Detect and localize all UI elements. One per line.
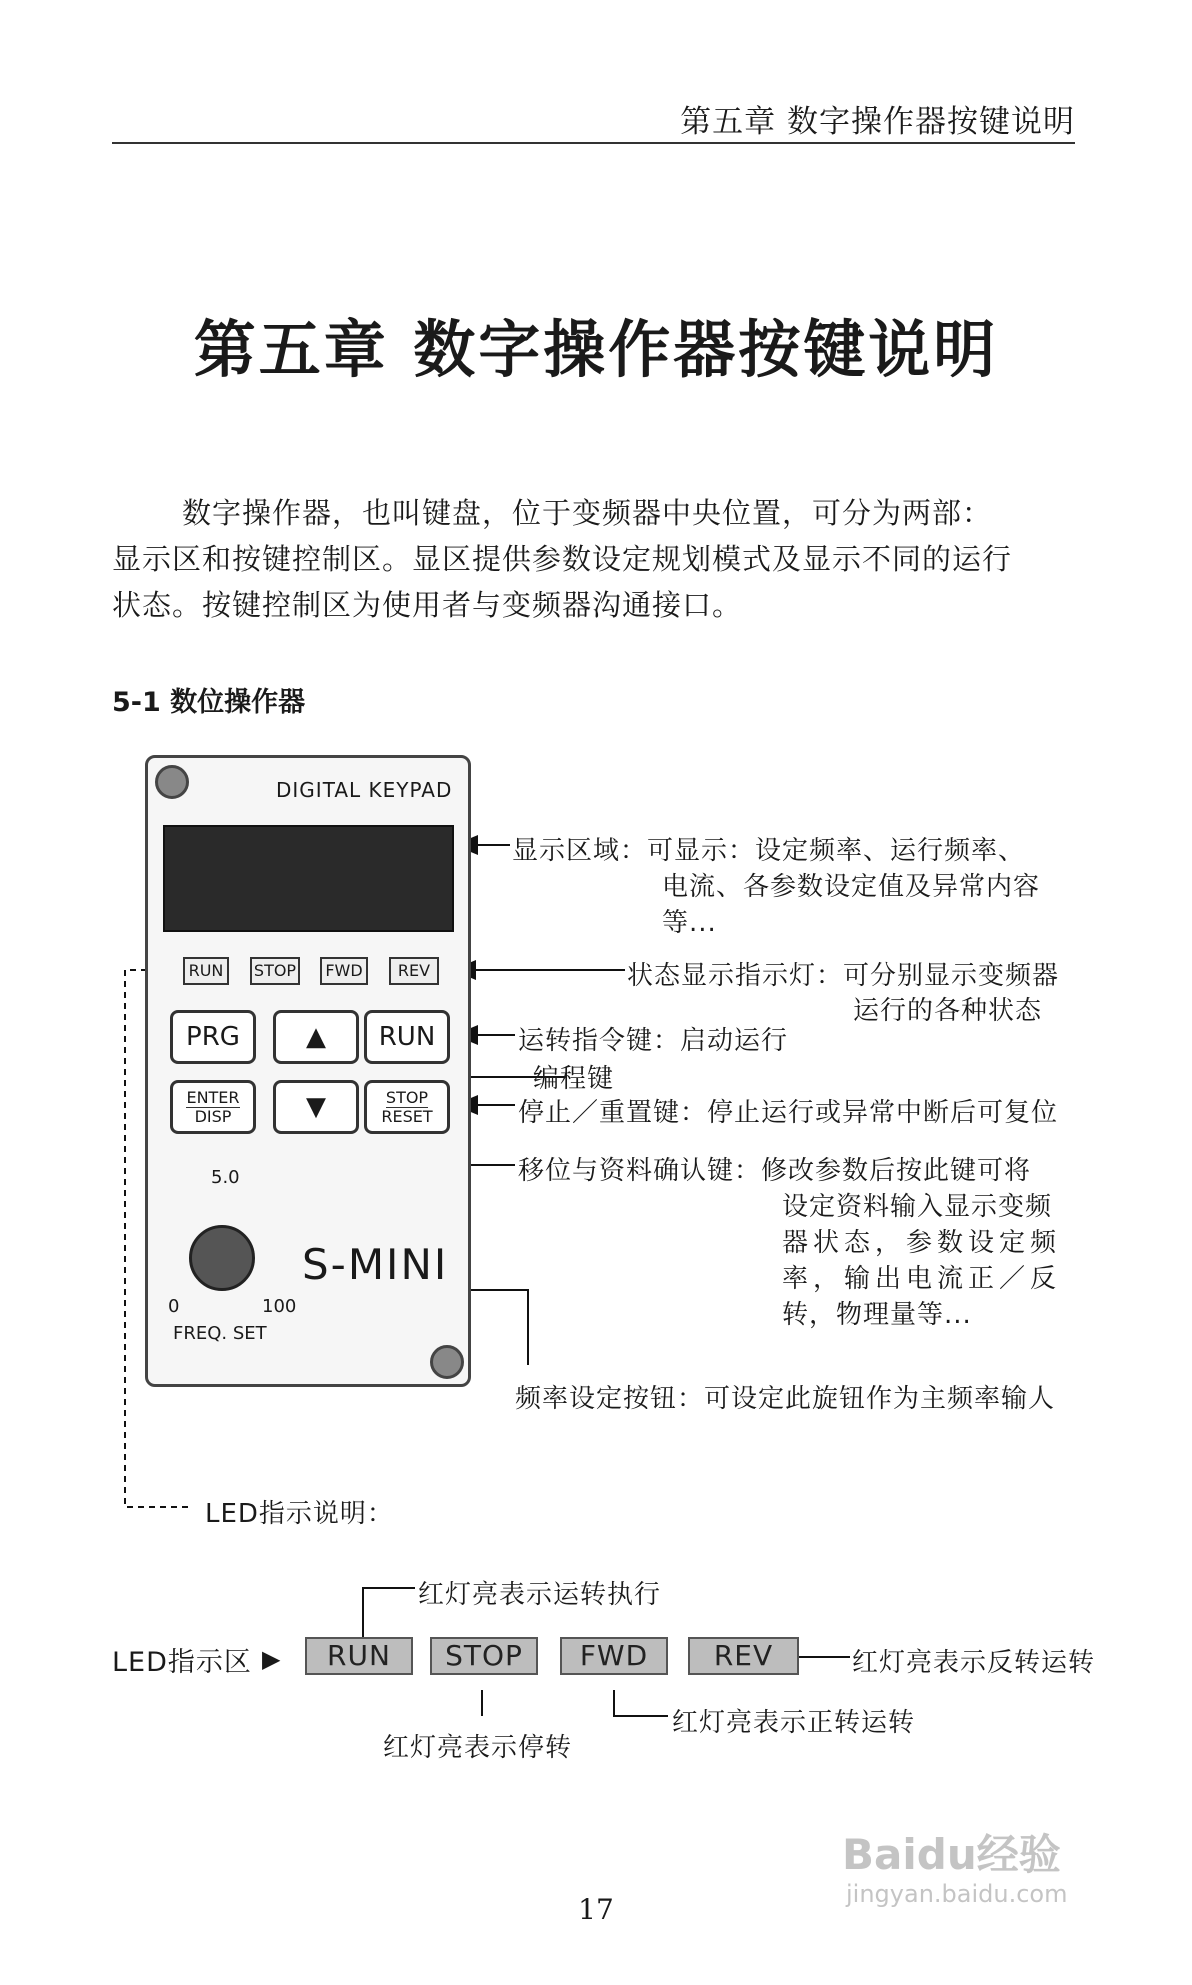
up-arrow-icon[interactable]: ▲ [273,1010,359,1064]
enter-annotation-line-4: 率，输出电流正／反 [782,1264,1062,1294]
enter-annotation-line-2: 设定资料输入显示变频 [782,1192,1053,1222]
prg-button[interactable]: PRG [170,1010,256,1064]
disp-label: DISP [194,1106,232,1126]
led-run: RUN [183,957,229,985]
enter-label: ENTER [186,1087,240,1107]
intro-line-3: 状态。按键控制区为使用者与变频器沟通接口。 [112,588,743,622]
status-annotation-line-1: 状态显示指示灯：可分别显示变频器 [627,961,1060,991]
freq-set-label: FREQ. SET [173,1323,267,1344]
run-key-annotation: 运转指令键：启动运行 [518,1026,789,1056]
keypad-label: DIGITAL KEYPAD [276,778,453,802]
stop-reset-button[interactable] [364,1080,450,1134]
stop-key-annotation: 停止／重置键：停止运行或异常中断后可复位 [518,1098,1059,1128]
page-number: 17 [578,1893,614,1926]
screw-icon [430,1345,464,1379]
knob-annotation: 频率设定按钮：可设定此旋钮作为主频率输人 [515,1384,1056,1414]
watermark-url: jingyan.baidu.com [846,1880,1068,1908]
down-arrow-icon[interactable]: ▼ [273,1080,359,1134]
brand-label: S-MINI [302,1240,449,1289]
watermark-logo: Baidu经验 [842,1830,1061,1879]
led-stop: STOP [250,957,300,985]
knob-min-value: 0 [168,1296,180,1317]
status-annotation-line-2: 运行的各种状态 [853,996,1043,1026]
triangle-right-icon: ▶ [262,1645,281,1673]
run-button[interactable]: RUN [364,1010,450,1064]
legend-run-desc: 红灯亮表示运转执行 [418,1580,662,1610]
prg-key-annotation: 编程键 [533,1064,615,1094]
legend-rev: REV [688,1637,799,1675]
legend-rev-desc: 红灯亮表示反转运转 [852,1648,1096,1678]
display-annotation-line-3: 等... [662,908,717,938]
chapter-title: 第五章 数字操作器按键说明 [193,313,999,386]
legend-stop: STOP [430,1637,538,1675]
stop-label: STOP [385,1087,429,1107]
reset-label: RESET [381,1106,433,1126]
display-annotation-line-2: 电流、各参数设定值及异常内容 [662,872,1041,902]
legend-run: RUN [305,1637,413,1675]
knob-top-value: 5.0 [211,1167,240,1188]
frequency-knob[interactable] [189,1225,255,1291]
running-header: 第五章 数字操作器按键说明 [680,104,1075,140]
led-area-label: LED指示区 [112,1647,252,1678]
knob-max-value: 100 [262,1296,297,1317]
legend-fwd: FWD [560,1637,668,1675]
screw-icon [155,765,189,799]
display-annotation-line-1: 显示区域：可显示：设定频率、运行频率、 [512,836,1026,866]
enter-annotation-line-3: 器状态，参数设定频 [782,1228,1062,1258]
legend-fwd-desc: 红灯亮表示正转运转 [672,1708,916,1738]
section-title: 5-1 数位操作器 [112,687,306,718]
intro-line-1: 数字操作器，也叫键盘，位于变频器中央位置，可分为两部： [182,496,993,530]
enter-annotation-line-1: 移位与资料确认键：修改参数后按此键可将 [518,1156,1032,1186]
enter-annotation-line-5: 转，物理量等... [782,1300,972,1330]
lcd-display [163,825,454,932]
led-note: LED指示说明： [205,1499,394,1529]
intro-line-2: 显示区和按键控制区。显区提供参数设定规划模式及显示不同的运行 [112,542,1013,576]
led-fwd: FWD [320,957,368,985]
enter-disp-button[interactable] [170,1080,256,1134]
legend-stop-desc: 红灯亮表示停转 [383,1733,573,1763]
led-rev: REV [389,957,439,985]
